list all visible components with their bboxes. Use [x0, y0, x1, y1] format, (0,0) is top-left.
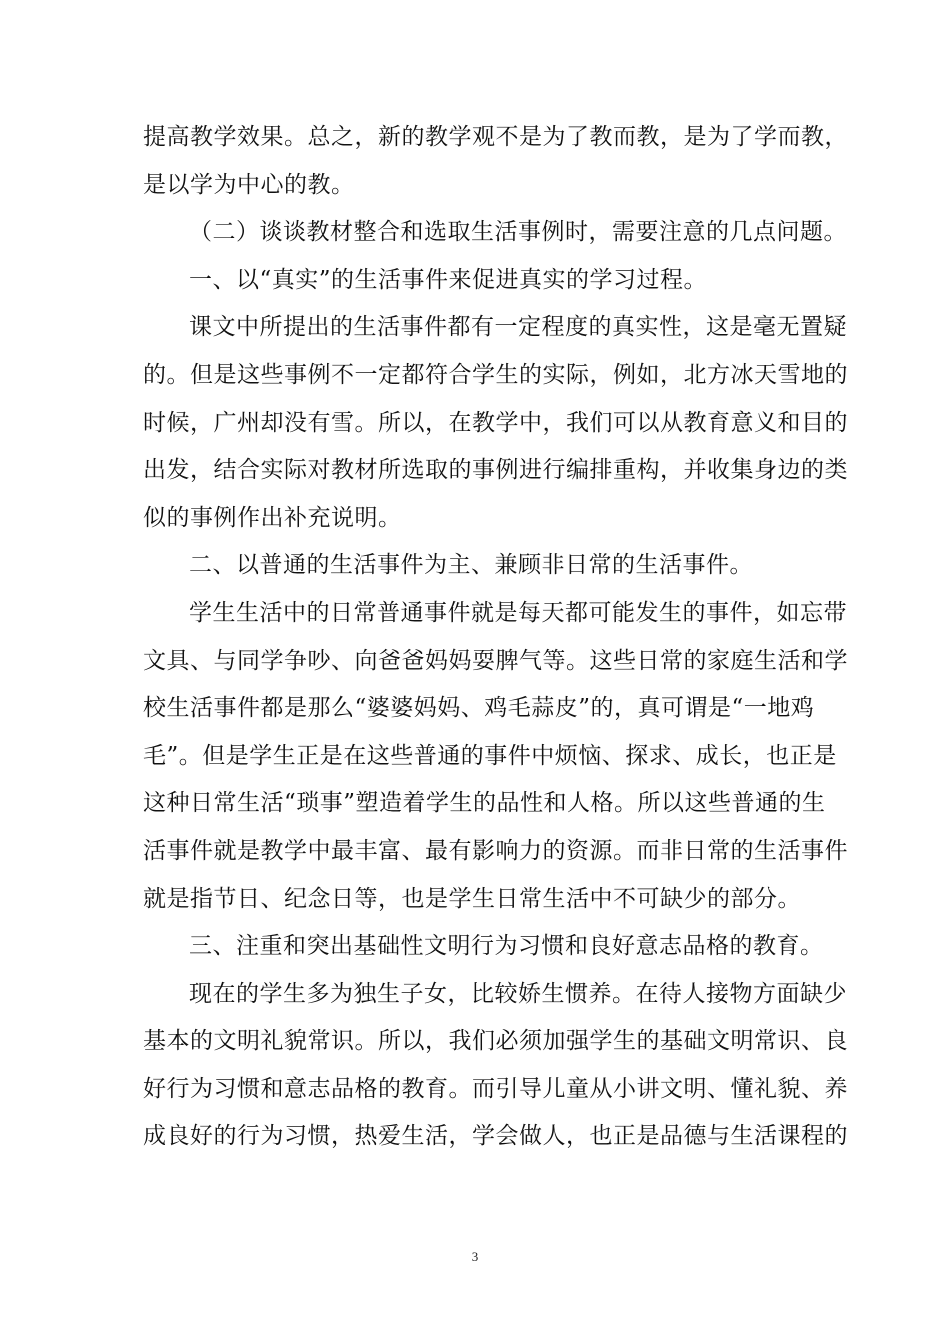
text-line: 时候，广州却没有雪。所以，在教学中，我们可以从教育意义和目的 — [143, 409, 848, 436]
text-line: 学生生活中的日常普通事件就是每天都可能发生的事件，如忘带 — [189, 599, 847, 626]
text-line: 提高教学效果。总之，新的教学观不是为了教而教，是为了学而教， — [143, 124, 848, 150]
text-line: （二）谈谈教材整合和选取生活事例时，需要注意的几点问题。 — [189, 219, 847, 246]
text-line: 课文中所提出的生活事件都有一定程度的真实性，这是毫无置疑 — [189, 314, 847, 341]
text-line: 二、以普通的生活事件为主、兼顾非日常的生活事件。 — [189, 552, 753, 579]
text-line: 活事件就是教学中最丰富、最有影响力的资源。而非日常的生活事件 — [143, 837, 848, 864]
text-line: 出发，结合实际对教材所选取的事例进行编排重构，并收集身边的类 — [143, 457, 848, 484]
text-line: 文具、与同学争吵、向爸爸妈妈耍脾气等。这些日常的家庭生活和学 — [143, 647, 848, 674]
text-line: 现在的学生多为独生子女，比较娇生惯养。在待人接物方面缺少 — [189, 980, 847, 1007]
text-line: 校生活事件都是那么“婆婆妈妈、鸡毛蒜皮”的，真可谓是“一地鸡 — [143, 695, 815, 722]
text-line: 三、注重和突出基础性文明行为习惯和良好意志品格的教育。 — [189, 933, 824, 960]
text-line: 的。但是这些事例不一定都符合学生的实际，例如，北方冰天雪地的 — [143, 361, 848, 388]
page-number: 3 — [471, 1249, 479, 1264]
text-line: 一、以“真实”的生活事件来促进真实的学习过程。 — [189, 266, 708, 293]
document-body — [143, 114, 848, 1161]
text-line: 就是指节日、纪念日等，也是学生日常生活中不可缺少的部分。 — [143, 885, 801, 912]
text-line: 是以学为中心的教。 — [143, 171, 355, 198]
text-line: 基本的文明礼貌常识。所以，我们必须加强学生的基础文明常识、良 — [143, 1028, 848, 1055]
text-line: 毛”。但是学生正是在这些普通的事件中烦恼、探求、成长，也正是 — [143, 742, 837, 769]
text-line: 成良好的行为习惯，热爱生活，学会做人，也正是品德与生活课程的 — [143, 1123, 848, 1150]
text-line: 这种日常生活“琐事”塑造着学生的品性和人格。所以这些普通的生 — [143, 790, 826, 817]
text-line: 似的事例作出补充说明。 — [143, 504, 402, 531]
text-line: 好行为习惯和意志品格的教育。而引导儿童从小讲文明、懂礼貌、养 — [143, 1075, 848, 1102]
